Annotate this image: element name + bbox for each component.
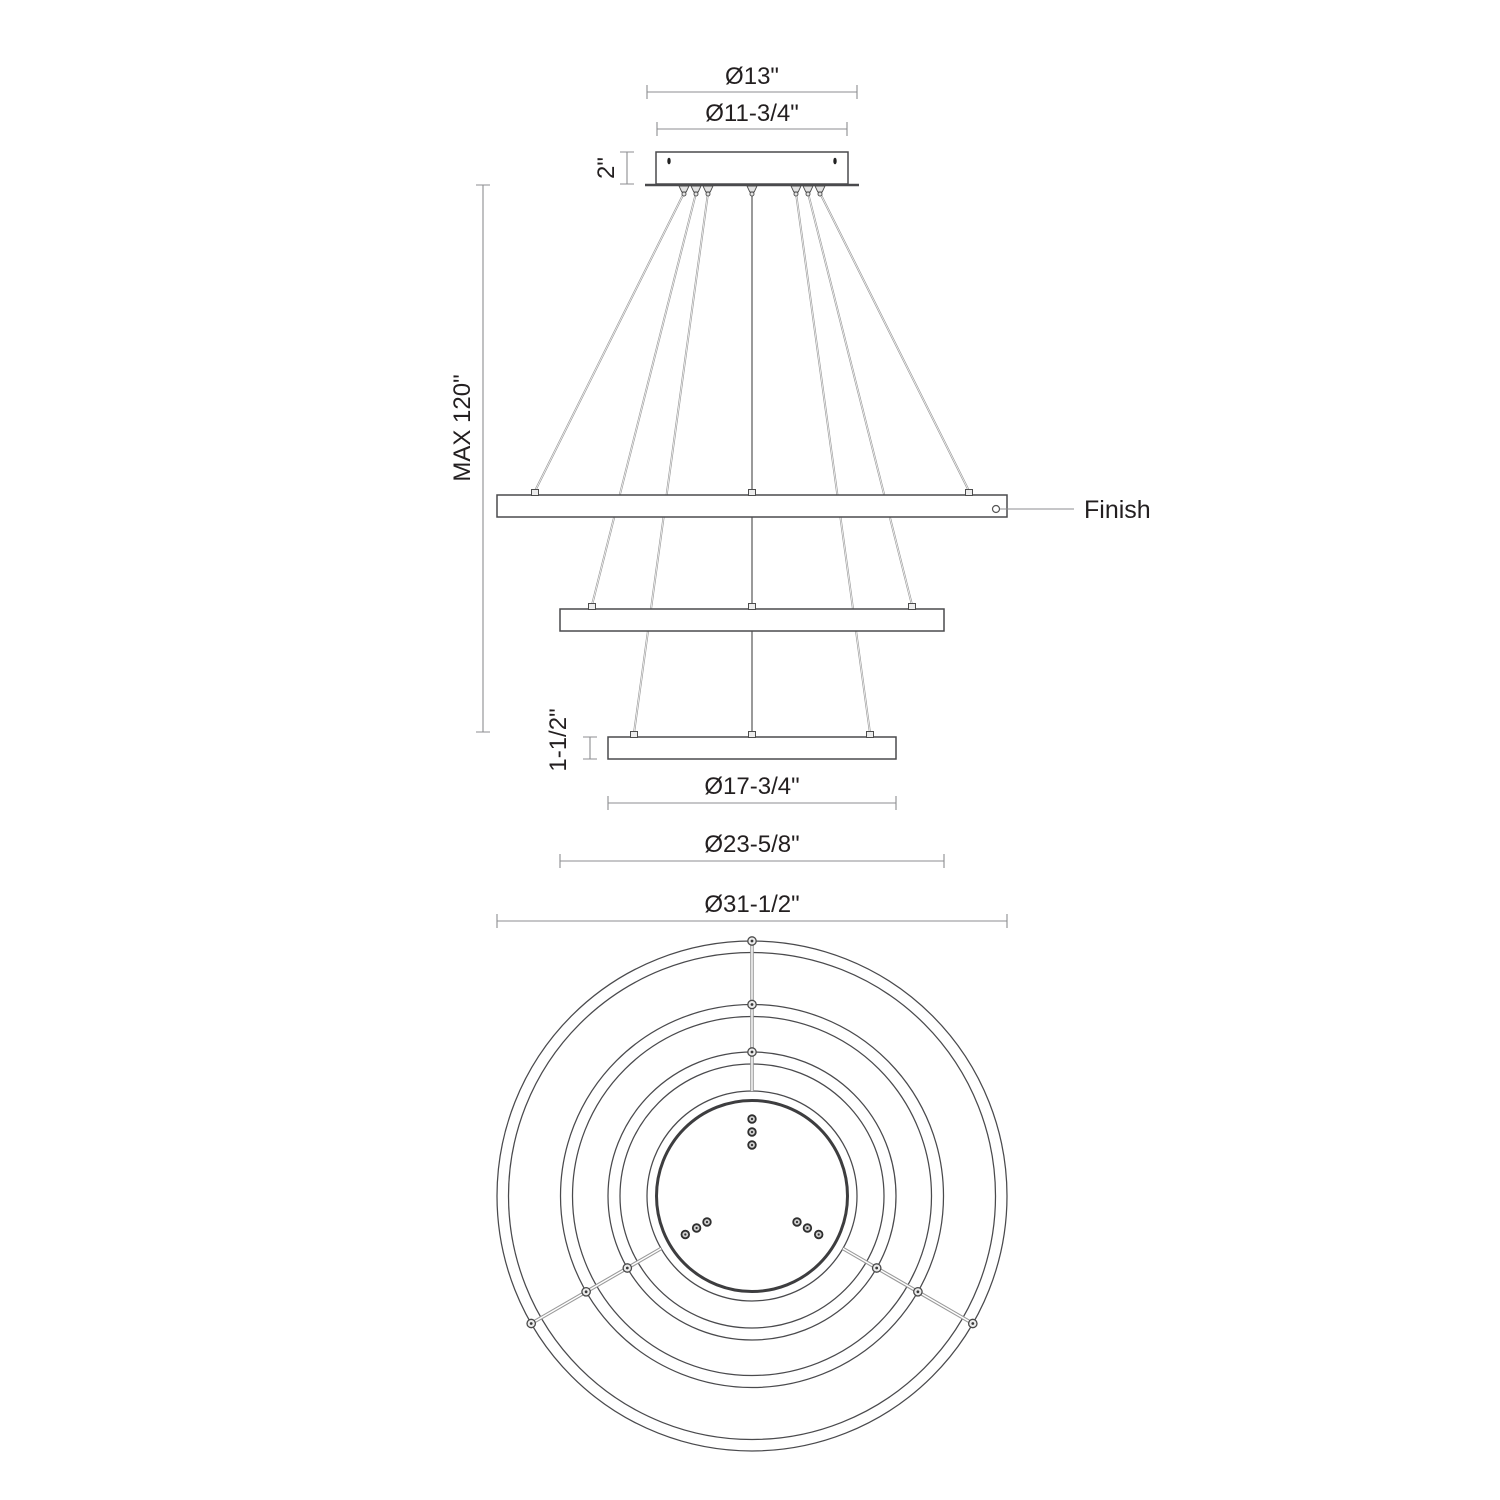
ring-large-profile	[497, 495, 1007, 517]
plan-screw-dot	[751, 940, 754, 943]
ring-large	[497, 490, 1007, 518]
canopy-dot-center	[796, 1221, 798, 1223]
plan-screw-dot	[971, 1322, 974, 1325]
gripper-cone	[815, 186, 825, 192]
plan-screw-dot	[751, 1051, 754, 1054]
plan-cable-core	[843, 1249, 973, 1324]
dim-canopy-height-label: 2"	[593, 157, 620, 179]
side-view	[449, 63, 1151, 928]
ring-small-inner-circle	[620, 1064, 884, 1328]
plan-screw-dot	[917, 1290, 920, 1293]
dim-ring-height-label: 1-1/2"	[545, 708, 572, 772]
dim-ring-height	[545, 708, 597, 771]
canopy-dot-center	[751, 1144, 753, 1146]
dim-canopy-inner	[657, 100, 847, 136]
gripper-cone	[691, 186, 701, 192]
ring-small-profile	[608, 737, 896, 759]
gripper-cone	[803, 186, 813, 192]
cable-core	[535, 193, 684, 491]
dim-max-suspension	[449, 185, 490, 732]
dim-canopy-outer-label: Ø13"	[725, 63, 779, 90]
dim-ring-small	[608, 773, 896, 810]
ring-screw	[909, 604, 916, 610]
dim-canopy-height	[593, 152, 634, 184]
gripper-tip	[806, 192, 810, 196]
ring-screw	[966, 490, 973, 496]
dim-ring-large	[497, 891, 1007, 928]
canopy-dot-center	[684, 1233, 686, 1235]
plan-screw-dot	[585, 1290, 588, 1293]
finish-callout	[993, 496, 1151, 524]
ring-screw	[749, 490, 756, 496]
gripper-tip	[794, 192, 798, 196]
gripper-cone	[679, 186, 689, 192]
ring-medium	[560, 604, 944, 632]
canopy-dot-center	[696, 1227, 698, 1229]
cable-core	[820, 193, 969, 491]
cable-core	[796, 193, 870, 733]
canopy-screw	[833, 158, 836, 165]
suspension-cables	[535, 193, 969, 733]
dim-ring-medium	[560, 831, 944, 868]
plan-screw-dot	[875, 1267, 878, 1270]
ring-screw	[589, 604, 596, 610]
canopy-dot-center	[751, 1131, 753, 1133]
dim-ring-large-label: Ø31-1/2"	[704, 891, 800, 918]
gripper-tip	[750, 192, 754, 196]
plan-screw-dot	[626, 1267, 629, 1270]
finish-label: Finish	[1084, 496, 1151, 524]
gripper-tip	[818, 192, 822, 196]
finish-leader-dot	[993, 506, 1000, 513]
dim-canopy-outer	[647, 63, 857, 99]
canopy-dot-center	[706, 1221, 708, 1223]
dim-canopy-inner-label: Ø11-3/4"	[705, 100, 799, 127]
gripper-cone	[703, 186, 713, 192]
cable-core	[634, 193, 708, 733]
ring-screw	[749, 732, 756, 738]
ring-screw	[867, 732, 874, 738]
ring-screw	[631, 732, 638, 738]
gripper-cone	[791, 186, 801, 192]
canopy-screw	[667, 158, 670, 165]
dim-max-suspension-label: MAX 120"	[449, 374, 476, 482]
dim-ring-medium-label: Ø23-5/8"	[704, 831, 800, 858]
plan-screw-dot	[530, 1322, 533, 1325]
canopy	[645, 152, 859, 196]
ring-screw	[532, 490, 539, 496]
cable-grippers	[679, 186, 825, 196]
ring-small-outer-circle	[608, 1052, 896, 1340]
canopy-dot-center	[818, 1233, 820, 1235]
dim-ring-small-label: Ø17-3/4"	[704, 773, 800, 800]
gripper-tip	[682, 192, 686, 196]
canopy-dot-center	[751, 1118, 753, 1120]
canopy-dot-center	[806, 1227, 808, 1229]
ring-screw	[749, 604, 756, 610]
canopy-body	[656, 152, 848, 184]
gripper-cone	[747, 186, 757, 192]
plan-view	[497, 937, 1007, 1451]
plan-screw-dot	[751, 1003, 754, 1006]
gripper-tip	[694, 192, 698, 196]
ring-small	[608, 732, 896, 760]
canopy-underside-screws	[682, 1115, 823, 1238]
gripper-tip	[706, 192, 710, 196]
plan-cable-core	[531, 1249, 661, 1324]
ring-medium-profile	[560, 609, 944, 631]
